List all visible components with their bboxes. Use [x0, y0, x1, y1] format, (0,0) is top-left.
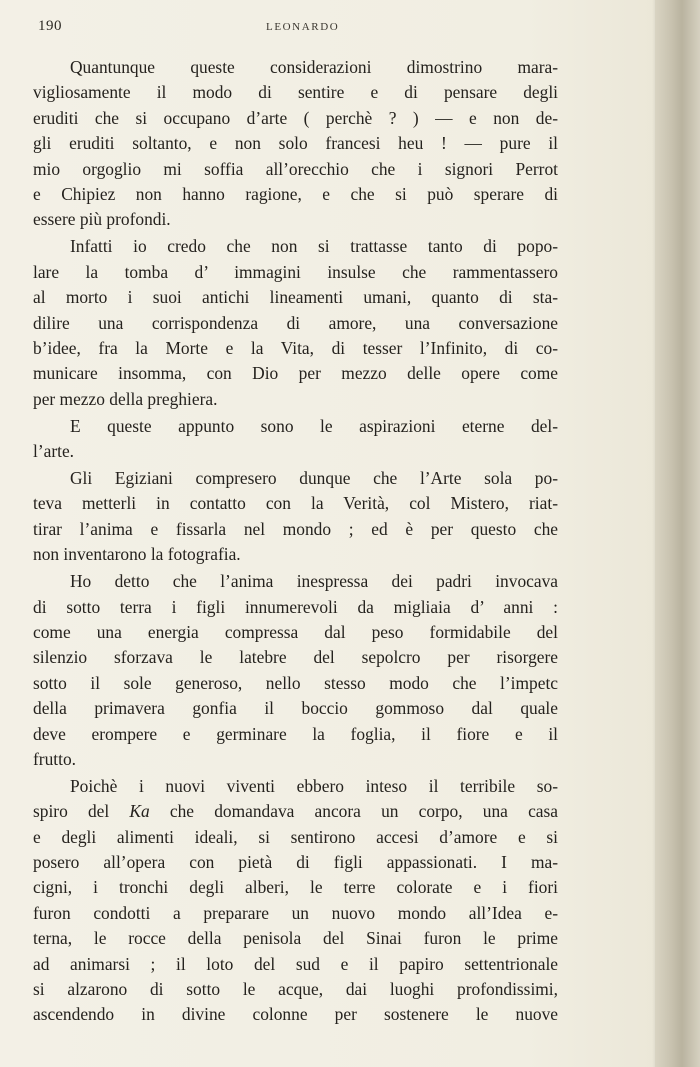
paragraph	[33, 414, 558, 465]
text-line: dilire una corrispondenza di amore, una conversazione	[33, 312, 558, 333]
paragraph	[33, 234, 558, 412]
paragraph	[33, 569, 558, 772]
text-line: per mezzo della preghiera.	[33, 388, 218, 409]
text-line: silenzio sforzava le latebre del sepolcro per risorgere	[33, 647, 558, 668]
text-line: si alzarono di sotto le acque, dai luoghi profondissimi,	[33, 979, 558, 1000]
page-number: 190	[38, 18, 62, 34]
text-line: sotto il sole generoso, nello stesso modo che l’impetc	[33, 672, 558, 693]
text-line: spiro del Ka che domandava ancora un corpo, una casa	[33, 801, 558, 822]
running-head	[38, 18, 558, 38]
italic-word: Ka	[129, 801, 150, 822]
text-line: e Chipiez non hanno ragione, e che si può sperare di	[33, 183, 558, 204]
text-line: essere più profondi.	[33, 209, 171, 230]
text-line: ascendendo in divine colonne per sostenere le nuove	[33, 1004, 558, 1025]
text-line: Ho detto che l’anima inespressa dei padri invocava	[70, 571, 558, 592]
text-line: al morto i suoi antichi lineamenti umani, quanto di sta-	[33, 287, 558, 308]
running-title: LEONARDO	[266, 21, 340, 33]
text-line: E queste appunto sono le aspirazioni eterne del-	[70, 415, 558, 436]
text-line: vigliosamente il modo di sentire e di pensare degli	[33, 82, 558, 103]
text-line: furon condotti a preparare un nuovo mondo all’Idea e-	[33, 902, 558, 923]
text-line: Poichè i nuovi viventi ebbero inteso il terribile so-	[70, 775, 558, 796]
text-line: terna, le rocce della penisola del Sinai furon le prime	[33, 928, 558, 949]
text-line: come una energia compressa dal peso formidabile del	[33, 621, 558, 642]
text-line: di sotto terra i figli innumerevoli da migliaia d’ anni :	[33, 596, 558, 617]
text-line: posero all’opera con pietà di figli appassionati. I ma-	[33, 852, 558, 873]
body-text	[33, 55, 558, 1029]
text-line: Infatti io credo che non si trattasse tanto di popo-	[70, 236, 558, 257]
text-line: municare insomma, con Dio per mezzo delle opere come	[33, 363, 558, 384]
text-line: b’idee, fra la Morte e la Vita, di tesser l’Infinito, di co-	[33, 337, 558, 358]
text-line: gli eruditi soltanto, e non solo francesi heu ! — pure il	[33, 133, 558, 154]
text-line: Quantunque queste considerazioni dimostrino mara-	[70, 57, 558, 77]
text-line: cigni, i tronchi degli alberi, le terre colorate e i fiori	[33, 877, 558, 898]
paragraph	[33, 466, 558, 568]
text-line: della primavera gonfia il boccio gommoso dal quale	[33, 698, 558, 719]
text-line: ad animarsi ; il loto del sud e il papiro settentrionale	[33, 953, 558, 974]
text-line: tirar l’anima e fissarla nel mondo ; ed è per questo che	[33, 518, 558, 539]
text-line: non inventarono la fotografia.	[33, 544, 241, 565]
text-line: eruditi che si occupano d’arte ( perchè ? ) — e non de-	[33, 107, 558, 128]
text-line: mio orgoglio mi soffia all’orecchio che i signori Perrot	[33, 158, 558, 179]
text-line: deve erompere e germinare la foglia, il fiore e il	[33, 723, 558, 744]
paragraph	[33, 774, 558, 1028]
text-line: e degli alimenti ideali, si sentirono accesi d’amore e si	[33, 826, 558, 847]
text-line: l’arte.	[33, 441, 75, 462]
text-line: teva metterli in contatto con la Verità, col Mistero, riat-	[33, 493, 558, 514]
book-spine	[655, 0, 700, 1067]
text-line: lare la tomba d’ immagini insulse che rammentassero	[33, 261, 558, 282]
text-line: frutto.	[33, 748, 76, 769]
paragraph	[33, 55, 558, 233]
text-line: Gli Egiziani compresero dunque che l’Arte sola po-	[70, 468, 558, 489]
